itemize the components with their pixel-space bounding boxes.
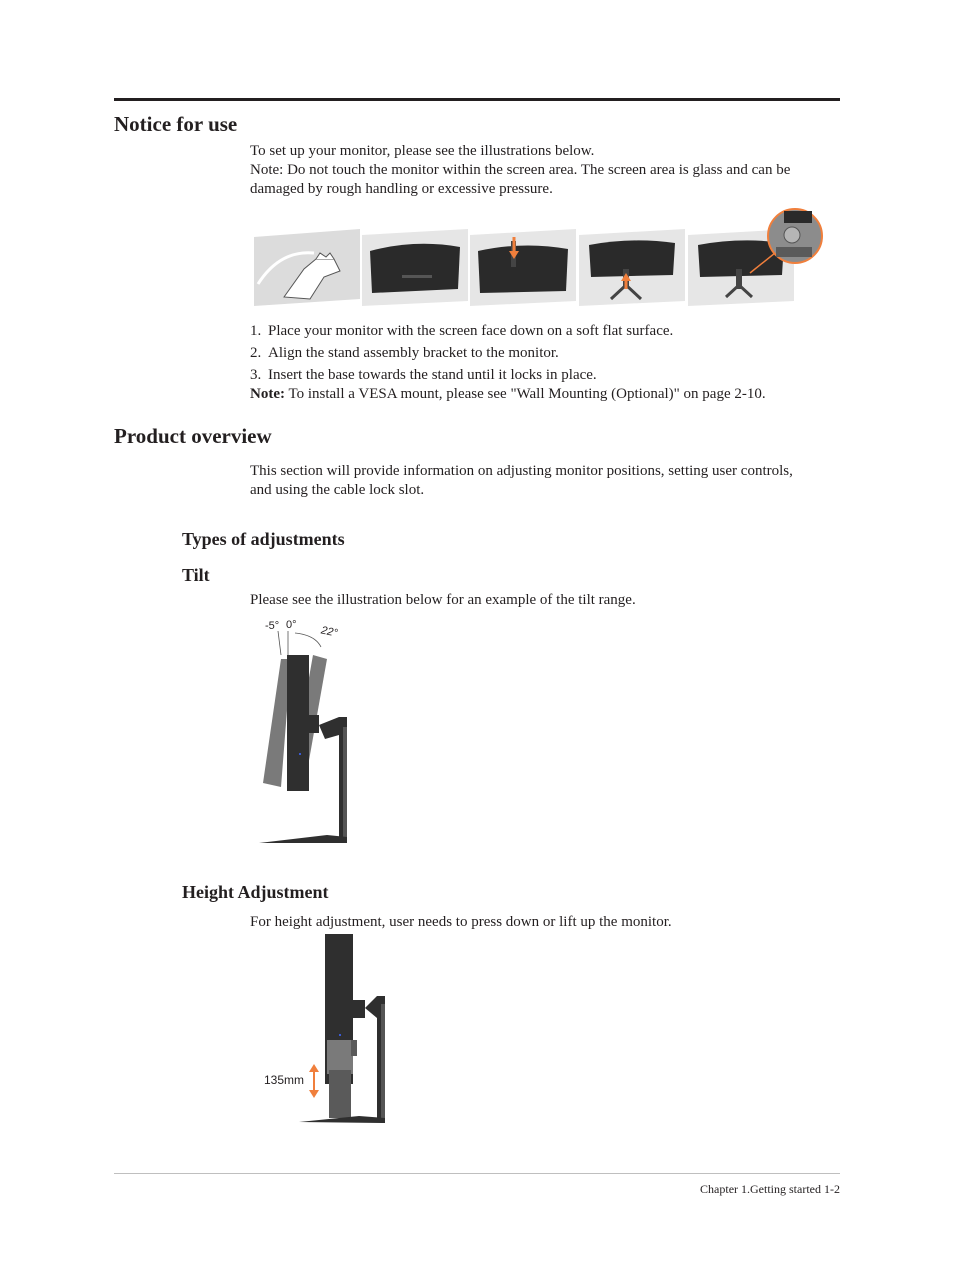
tilt-heading: Tilt (182, 565, 210, 585)
notice-note-line1: Note: Do not touch the monitor within the screen area. The screen area is glass and can be (250, 162, 791, 178)
notice-heading: Notice for use (114, 112, 238, 136)
step-2-number: 2. (250, 345, 262, 361)
overview-body-line1: This section will provide information on adjusting monitor positions, setting user controls, (250, 463, 793, 479)
tilt-label-zero: 0° (286, 619, 297, 631)
height-heading: Height Adjustment (182, 882, 329, 902)
overview-body-line2: and using the cable lock slot. (250, 482, 425, 498)
step-1 (250, 323, 673, 340)
setup-step2-illustration (470, 229, 576, 306)
page-footer: Chapter 1.Getting started 1-2 (700, 1182, 840, 1196)
step-3-text: Insert the base towards the stand until it locks in place. (268, 367, 597, 383)
notice-note-line2: damaged by rough handling or excessive pressure. (250, 181, 553, 197)
footer-rule (114, 1173, 840, 1174)
height-body: For height adjustment, user needs to press down or lift up the monitor. (250, 914, 672, 930)
height-range-label: 135mm (264, 1073, 305, 1087)
setup-step-clean-illustration (254, 229, 360, 306)
tilt-body: Please see the illustration below for an example of the tilt range. (250, 592, 636, 608)
adjustments-heading: Types of adjustments (182, 529, 345, 549)
setup-step3-illustration (579, 229, 685, 306)
tilt-illustration (255, 615, 365, 850)
notice-intro: To set up your monitor, please see the illustrations below. (250, 143, 595, 159)
overview-heading: Product overview (114, 424, 272, 448)
step-1-text: Place your monitor with the screen face down on a soft flat surface. (268, 323, 674, 339)
height-illustration (255, 930, 395, 1126)
vesa-note-text: To install a VESA mount, please see "Wall Mounting (Optional)" on page 2-10. (284, 386, 766, 402)
vesa-note (250, 386, 766, 403)
setup-step1-illustration (362, 229, 468, 306)
step-3 (250, 367, 597, 384)
step-3-number: 3. (250, 367, 262, 383)
lock-detail-zoom-icon (766, 207, 824, 265)
tilt-label-plus: 22° (319, 624, 339, 640)
top-rule (114, 98, 840, 101)
step-2-text: Align the stand assembly bracket to the monitor. (268, 345, 559, 361)
tilt-label-minus: -5° (265, 620, 280, 632)
vesa-note-label: Note: (250, 386, 285, 402)
step-2 (250, 345, 559, 362)
step-1-number: 1. (250, 323, 262, 339)
